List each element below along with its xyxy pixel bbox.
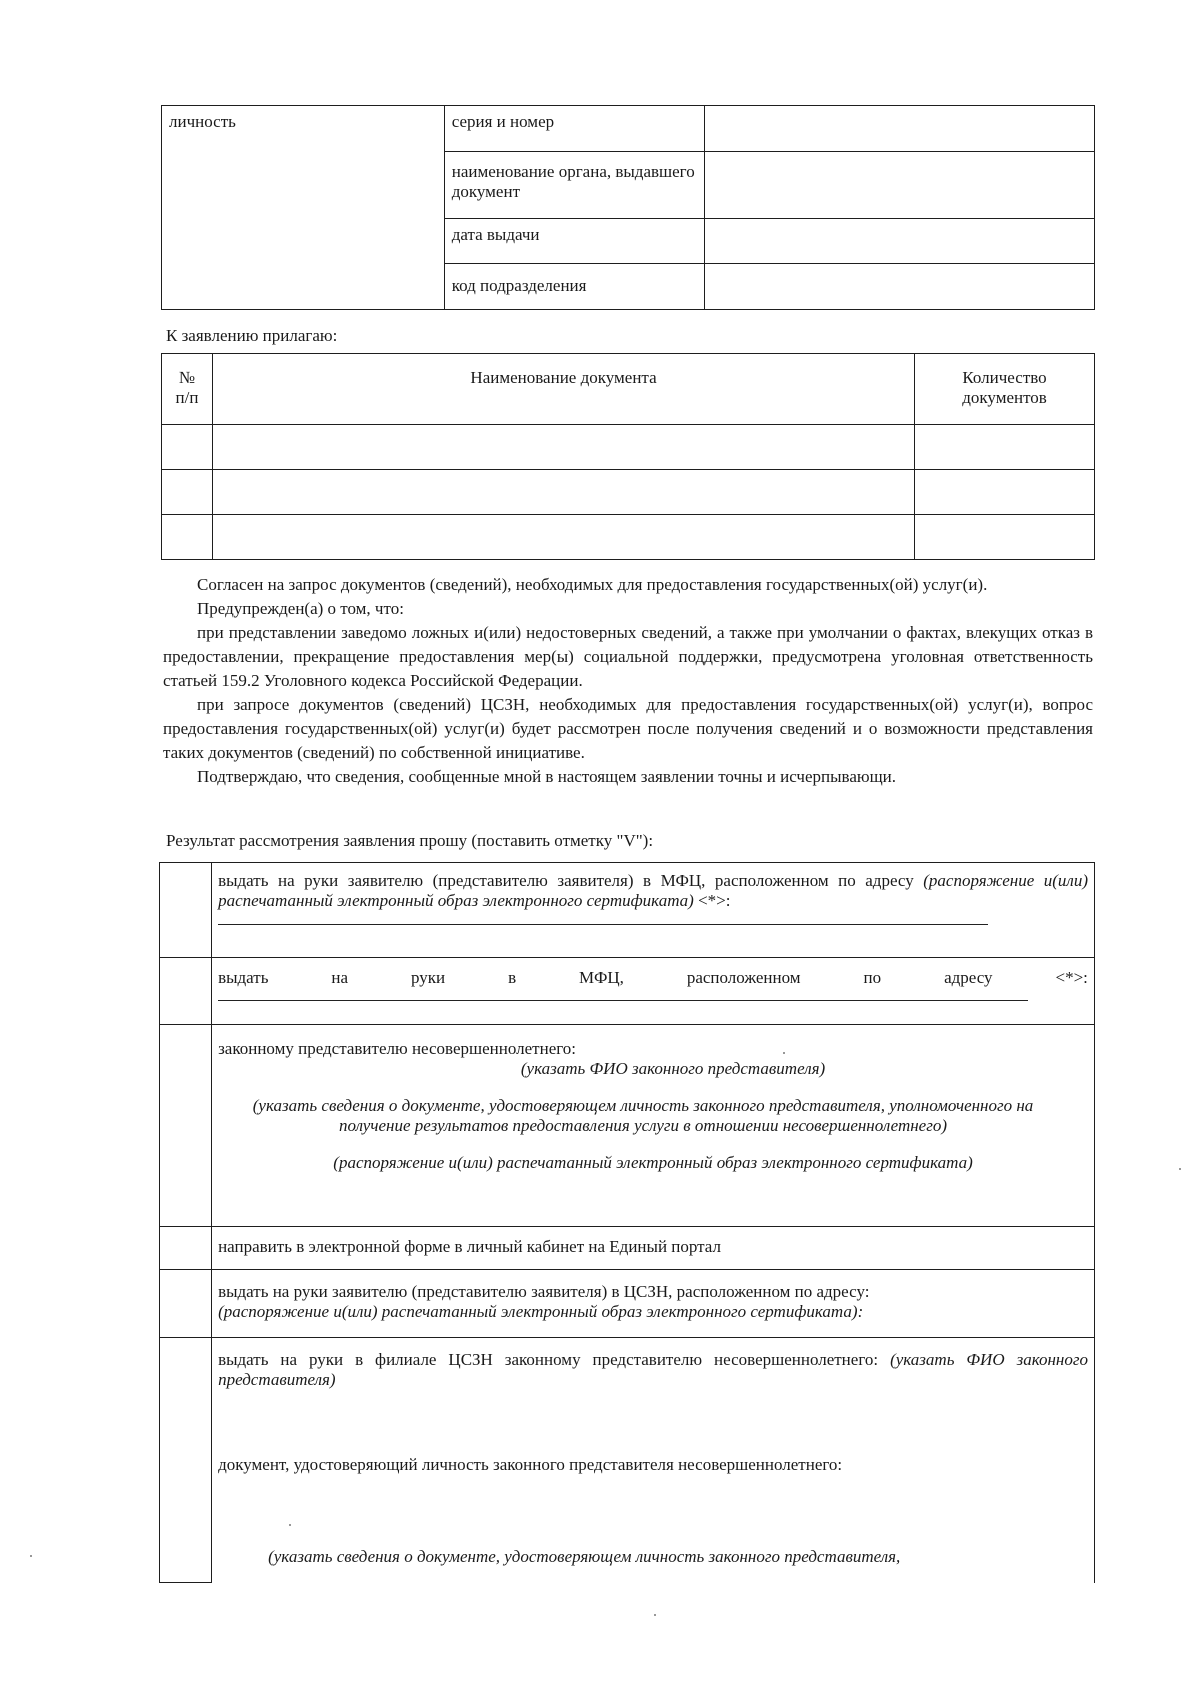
attachment-qty-cell[interactable] bbox=[915, 425, 1095, 470]
option-legal-representative bbox=[160, 1025, 1095, 1227]
warning-intro: Предупрежден(а) о том, что: bbox=[197, 599, 404, 618]
option-checkbox[interactable] bbox=[160, 863, 212, 958]
option-checkbox[interactable] bbox=[160, 1338, 212, 1583]
option-word: выдать bbox=[218, 968, 269, 987]
fio-hint: (указать ФИО законного представителя) bbox=[218, 1350, 1088, 1390]
warning-request: при запросе документов (сведений) ЦСЗН, необходимых для предоставления государственных(ой) услуг(и), вопрос предоставления государственных(ой) услуг(и) будет рассмотрен после получения сведений и о возможности представления таких документов (сведений) по собственной инициативе. bbox=[163, 695, 1093, 762]
scan-speck bbox=[30, 1555, 32, 1557]
attachment-name-cell[interactable] bbox=[212, 470, 914, 515]
scan-speck bbox=[783, 1052, 785, 1054]
option-word: расположенном bbox=[686, 968, 801, 987]
scan-speck bbox=[654, 1614, 656, 1616]
option-spread-text bbox=[218, 968, 1088, 988]
option-word: по bbox=[863, 968, 882, 987]
document-label: документ, удостоверяющий личность законного представителя несовершеннолетнего: bbox=[218, 1454, 843, 1474]
identity-field-code: код подразделения bbox=[444, 264, 704, 310]
option-mfc-handout bbox=[160, 958, 1095, 1025]
result-heading: Результат рассмотрения заявления прошу (поставить отметку "V"): bbox=[166, 831, 654, 850]
identity-value-series[interactable] bbox=[704, 106, 1094, 152]
attachments-table bbox=[161, 353, 1095, 560]
col-header-qty: Количество документов bbox=[915, 354, 1095, 425]
option-checkbox[interactable] bbox=[160, 1270, 212, 1338]
option-italic-note: (распоряжение и(или) распечатанный электронный образ электронного сертификата) bbox=[218, 871, 1089, 911]
option-italic-note: (распоряжение и(или) распечатанный электронный образ электронного сертификата): bbox=[218, 1302, 864, 1322]
identity-value-date[interactable] bbox=[704, 219, 1094, 264]
attachment-name-cell[interactable] bbox=[212, 425, 914, 470]
identity-table bbox=[161, 105, 1095, 310]
fio-hint: (указать ФИО законного представителя) bbox=[520, 1059, 826, 1079]
consent-paragraph: Согласен на запрос документов (сведений), необходимых для предоставления государственных(ой) услуг(и). bbox=[197, 575, 988, 594]
option-word: <*>: bbox=[1055, 968, 1088, 987]
col-header-name: Наименование документа bbox=[212, 354, 914, 425]
option-word: руки bbox=[411, 968, 446, 987]
identity-row-label: личность bbox=[162, 106, 445, 310]
identity-field-date: дата выдачи bbox=[444, 219, 704, 264]
option-text: законному представителю несовершеннолетнего: bbox=[218, 1039, 577, 1058]
identity-field-series: серия и номер bbox=[444, 106, 704, 152]
identity-field-issuer: наименование органа, выдавшего документ bbox=[444, 152, 704, 219]
attachments-heading: К заявлению прилагаю: bbox=[166, 326, 338, 345]
attachment-name-cell[interactable] bbox=[212, 515, 914, 560]
option-cszn-branch bbox=[160, 1338, 1095, 1583]
confirmation-paragraph: Подтверждаю, что сведения, сообщенные мной в настоящем заявлении точны и исчерпывающи. bbox=[197, 767, 897, 786]
option-checkbox[interactable] bbox=[160, 1227, 212, 1270]
option-mfc-applicant bbox=[160, 863, 1095, 958]
identity-value-issuer[interactable] bbox=[704, 152, 1094, 219]
attachment-row bbox=[162, 470, 1095, 515]
option-word: МФЦ, bbox=[579, 968, 624, 987]
option-text: выдать на руки в филиале ЦСЗН законному представителю несовершеннолетнего: bbox=[218, 1350, 879, 1369]
col-header-num: № п/п bbox=[162, 354, 213, 425]
scan-speck bbox=[1179, 1168, 1181, 1170]
option-cszn-applicant bbox=[160, 1270, 1095, 1338]
option-text: направить в электронной форме в личный кабинет на Единый портал bbox=[212, 1227, 1095, 1270]
address-line[interactable] bbox=[218, 1000, 1028, 1001]
option-checkbox[interactable] bbox=[160, 1025, 212, 1227]
option-word: в bbox=[508, 968, 517, 987]
option-word: на bbox=[331, 968, 349, 987]
attachment-qty-cell[interactable] bbox=[915, 515, 1095, 560]
attachment-num-cell[interactable] bbox=[162, 425, 213, 470]
option-note-marker: <*>: bbox=[693, 891, 731, 911]
option-unified-portal bbox=[160, 1227, 1095, 1270]
address-line[interactable] bbox=[218, 924, 988, 925]
scan-speck bbox=[289, 1524, 291, 1526]
result-options-table bbox=[159, 862, 1095, 1583]
option-word: адресу bbox=[944, 968, 993, 987]
warning-liability: при представлении заведомо ложных и(или) недостоверных сведений, а также при умолчании о фактах, влекущих отказ в предоставлении, прекращение предоставления мер(ы) социальной поддержки, предусмотрена уголовная ответственность статьей 159.2 Уголовного кодекса Российской Федерации. bbox=[163, 623, 1093, 690]
consent-block bbox=[163, 573, 1093, 789]
attachment-num-cell[interactable] bbox=[162, 470, 213, 515]
option-text: выдать на руки заявителю (представителю заявителя) в ЦСЗН, расположенном по адресу: bbox=[218, 1282, 870, 1301]
attachment-num-cell[interactable] bbox=[162, 515, 213, 560]
attachment-row bbox=[162, 515, 1095, 560]
option-checkbox[interactable] bbox=[160, 958, 212, 1025]
attachment-qty-cell[interactable] bbox=[915, 470, 1095, 515]
option-text: выдать на руки заявителю (представителю заявителя) в МФЦ, расположенном по адресу bbox=[218, 871, 914, 890]
identity-value-code[interactable] bbox=[704, 264, 1094, 310]
attachment-row bbox=[162, 425, 1095, 470]
document-hint: (указать сведения о документе, удостоверяющем личность законного представителя, bbox=[268, 1547, 901, 1567]
document-hint: (указать сведения о документе, удостоверяющем личность законного представителя, уполномоченного на получение результатов предоставления услуги в отношении несовершеннолетнего) bbox=[252, 1095, 1034, 1136]
certificate-hint: (распоряжение и(или) распечатанный электронный образ электронного сертификата) bbox=[333, 1152, 973, 1172]
